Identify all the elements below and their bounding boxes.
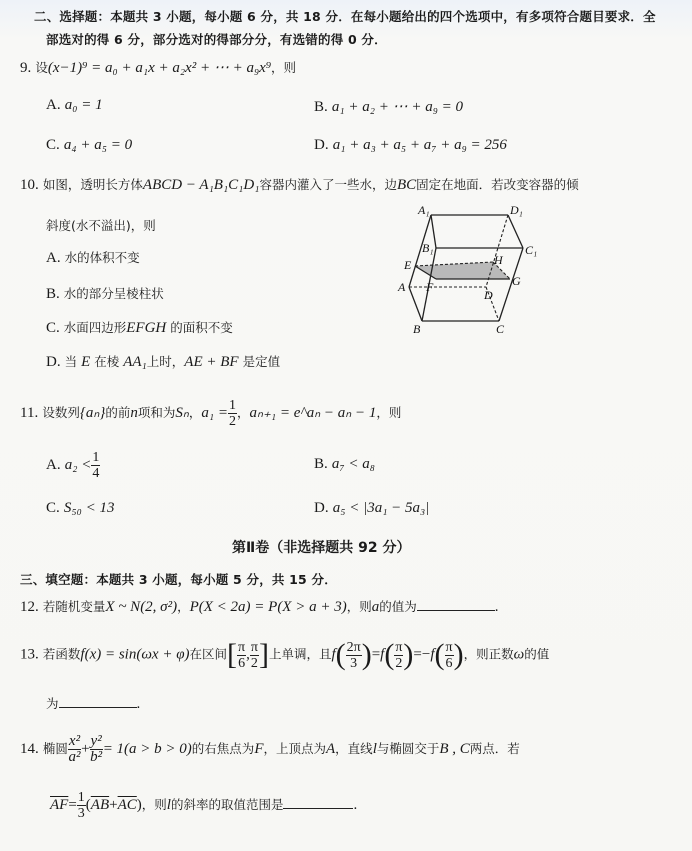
question-9	[20, 58, 296, 77]
option-label: D.	[46, 354, 61, 370]
cuboid-figure	[380, 195, 560, 340]
option-label: A.	[46, 457, 61, 473]
q12-number: 12.	[20, 599, 39, 615]
separator: ，	[177, 599, 190, 614]
option-text: a₅ < |3a₁ − 5a₃|	[332, 500, 430, 516]
option-text: S₅₀ < 13	[63, 500, 115, 516]
numerator: 1	[77, 790, 85, 805]
period: .	[353, 797, 358, 813]
denominator: 3	[77, 806, 85, 821]
numerator: 1	[228, 398, 236, 413]
vector-AB: $\overline{AB}$	[90, 797, 110, 813]
option-text: 水的体积不变	[64, 250, 140, 265]
q11-math: {aₙ}	[79, 405, 106, 421]
period: .	[136, 696, 141, 712]
q13-stem-text: 若函数	[42, 646, 81, 662]
label-C1: C₁	[525, 243, 538, 257]
q10-stem-math: BC	[396, 177, 417, 193]
numerator: π	[395, 639, 403, 655]
part2-title: 第Ⅱ卷（非选择题共 92 分）	[232, 540, 411, 556]
q13-stem-text: 的值	[524, 646, 550, 662]
q10-option-c	[46, 318, 233, 337]
option-text: 在棱	[94, 354, 120, 369]
q11-stem-text: 项和为	[137, 405, 176, 420]
q11-stem-text: ，则	[376, 405, 402, 420]
option-label: A.	[46, 97, 61, 113]
q14-line2: $\overline{AF}=$ $\frac{1}{3}$ $(\overline{AB}+\overline{AC})$，则l的斜率的取值范围是 .	[50, 790, 358, 821]
numerator: π	[250, 639, 258, 655]
question-12	[20, 597, 499, 616]
question-11: 11. 设数列{aₙ}的前n项和为Sₙ，a₁ = $\frac{1}{2}$ ，aₙ₊₁ = e^aₙ − aₙ − 1，则	[20, 398, 402, 429]
option-text: 当	[64, 354, 78, 369]
denominator: 2	[395, 655, 403, 671]
question-13: 13. 若函数f(x) = sin(ωx + φ)在区间[ $\frac{\pi}{6}$ , $\frac{\pi}{2}$ ]上单调，且f( $\frac{2\pi}{3}$ )=f( $\frac{\pi}{2}$ )=−f( $\frac{\pi}{6}$ )，则正数ω的值	[20, 638, 550, 671]
q10-stem-math: ABCD − A₁B₁C₁D₁	[142, 177, 260, 193]
label-A: A	[398, 280, 406, 294]
question-14: 14. 椭圆 $\frac{\text{x²}}{\text{a²}}$ + $\frac{\text{y²}}{\text{b²}}$ = 1(a > b > 0)的右焦点为F，上顶点为A，直线l与椭圆交于B , C两点．若	[20, 733, 520, 765]
q14-math: l	[372, 741, 377, 757]
label-H: H	[494, 253, 503, 267]
label-D: D	[484, 288, 493, 302]
q11-a1-fraction	[228, 398, 237, 429]
q10-stem-text: 容器内灌入了一些水，边	[259, 177, 397, 192]
q10-stem-line2: 斜度(水不溢出)，则	[46, 218, 156, 233]
q14-math: = 1(a > b > 0)	[102, 741, 192, 757]
option-text: a₁ + a₂ + ⋯ + a₉ = 0	[331, 99, 464, 115]
label-B1: B₁	[422, 241, 434, 255]
q9-number: 9.	[20, 60, 32, 76]
numerator: π	[238, 639, 246, 655]
q12-math: X ~ N(2, σ²)	[105, 599, 178, 615]
q14-stem-text: ，则	[141, 797, 167, 812]
option-text: a₂ <	[64, 457, 92, 473]
q12-answer-blank[interactable]	[417, 598, 495, 611]
q11-option-a	[46, 450, 100, 481]
q12-math: P(X < 2a) = P(X > a + 3)	[189, 599, 347, 615]
option-text: 水面四边形	[63, 320, 127, 335]
q11-stem-text: 设数列	[42, 405, 80, 420]
option-math: AA₁	[123, 354, 147, 370]
left-bracket: [	[227, 638, 238, 671]
q14-stem-text: ，上顶点为	[263, 741, 326, 756]
option-label: D.	[314, 500, 329, 516]
option-text: a₇ < a₈	[331, 456, 375, 472]
denominator: a²	[68, 749, 81, 765]
option-text: 的面积不变	[166, 320, 233, 335]
denominator: 6	[238, 655, 246, 671]
q11-math: Sₙ	[175, 405, 189, 421]
denominator: 4	[92, 466, 100, 481]
q10-number: 10.	[20, 177, 39, 193]
numerator: 2π	[346, 639, 361, 655]
option-fraction	[91, 450, 100, 481]
option-label: B.	[314, 99, 328, 115]
q11-option-d	[314, 500, 429, 517]
fraction	[250, 640, 259, 671]
q14-math: F	[254, 741, 264, 757]
fraction	[445, 640, 454, 671]
option-label: B.	[314, 456, 328, 472]
q14-math: A	[326, 741, 336, 757]
section2-header-line2: 部选对的得 6 分，部分选对的得部分分，有选错的得 0 分．	[46, 32, 387, 47]
q9-stem-prefix: 设	[35, 60, 48, 75]
q10-stem-text: 固定在地面．若改变容器的倾	[416, 177, 579, 192]
option-label: C.	[46, 500, 60, 516]
denominator: 2	[228, 414, 236, 429]
q9-option-b	[314, 97, 463, 116]
q10-option-d	[46, 352, 280, 371]
q13-stem-text: ，则正数	[463, 646, 514, 662]
q13-answer-blank[interactable]	[59, 695, 137, 708]
q9-stem-suffix: ，则	[271, 60, 297, 75]
option-label: C.	[46, 320, 60, 336]
q11-option-c	[46, 500, 114, 517]
denominator: 6	[445, 655, 453, 671]
option-text: a₁ + a₃ + a₅ + a₇ + a₉ = 256	[332, 137, 507, 153]
q14-stem-text: 与椭圆交于	[376, 741, 440, 756]
fraction	[77, 790, 86, 821]
option-math: AE + BF	[184, 354, 239, 370]
label-G: G	[512, 274, 521, 288]
q12-stem-text: 若随机变量	[42, 599, 106, 614]
q11-option-b	[314, 456, 375, 473]
section2-header-line1: 二、选择题：本题共 3 小题，每小题 6 分，共 18 分．在每小题给出的四个选项中，有多项符合题目要求．全	[34, 9, 656, 24]
q14-math: B , C	[439, 741, 470, 757]
option-text: 是定值	[242, 354, 281, 369]
section3-header: 三、填空题：本题共 3 小题，每小题 5 分，共 15 分．	[20, 572, 337, 587]
q14-stem-text: 的右焦点为	[191, 741, 255, 756]
q11-math: aₙ₊₁ = e^aₙ − aₙ − 1	[249, 405, 377, 421]
q13-stem-text: 为	[46, 696, 59, 711]
q12-stem-text: ，则	[346, 599, 372, 614]
fraction	[90, 734, 103, 765]
q14-stem-text: 两点．若	[469, 741, 520, 756]
q11-number: 11.	[20, 405, 39, 421]
vector-AF: $\overline{AF}$	[50, 797, 69, 813]
option-math: E	[81, 354, 91, 370]
q10-stem-text: 如图，透明长方体	[42, 177, 143, 192]
right-bracket: ]	[258, 638, 269, 671]
option-label: A.	[46, 250, 61, 266]
denominator: 2	[250, 655, 258, 671]
q11-math: n	[130, 405, 138, 421]
option-label: B.	[46, 286, 60, 302]
option-text: a₀ = 1	[64, 97, 103, 113]
q13-stem-text: 上单调，且	[268, 646, 332, 662]
q13-math: f(x) = sin(ωx + φ)	[80, 646, 190, 663]
q9-stem-math: (x−1)⁹ = a₀ + a₁x + a₂x² + ⋯ + a₉x⁹	[47, 60, 272, 76]
q11-math: a₁ =	[201, 405, 228, 421]
q11-stem-text: 的前	[105, 405, 131, 420]
numerator: y²	[90, 733, 102, 749]
numerator: x²	[68, 733, 81, 749]
label-E: E	[404, 258, 412, 272]
label-F: F	[426, 280, 434, 294]
question-10	[20, 175, 579, 194]
numerator: 1	[92, 450, 100, 465]
q12-stem-text: 的值为	[379, 599, 417, 614]
numerator: π	[445, 639, 453, 655]
q14-answer-blank[interactable]	[283, 796, 353, 809]
q12-math: a	[371, 599, 380, 615]
option-text: a₄ + a₅ = 0	[63, 137, 133, 153]
q14-number: 14.	[20, 741, 39, 757]
option-text: 水的部分呈棱柱状	[63, 286, 164, 301]
option-math: EFGH	[126, 320, 167, 336]
q13-number: 13.	[20, 646, 39, 663]
q14-stem-text: ，直线	[335, 741, 373, 756]
q13-line2	[46, 694, 140, 713]
fraction	[237, 640, 246, 671]
q10-option-b	[46, 284, 164, 303]
label-B: B	[413, 322, 421, 336]
label-A1: A₁	[418, 203, 430, 217]
q9-option-a	[46, 97, 103, 114]
label-D1: D₁	[510, 203, 523, 217]
q9-option-c	[46, 137, 132, 154]
q9-option-d	[314, 137, 507, 154]
q14-math: l	[166, 797, 171, 813]
vector-AC: $\overline{AC}$	[117, 797, 137, 813]
fraction	[68, 734, 81, 765]
label-C: C	[496, 322, 505, 336]
option-label: C.	[46, 137, 60, 153]
q13-math: ω	[513, 646, 525, 663]
q13-stem-text: 在区间	[189, 646, 228, 662]
period: .	[494, 599, 499, 615]
option-text: 上时，	[146, 354, 185, 369]
option-label: D.	[314, 137, 329, 153]
fraction	[346, 640, 362, 671]
q10-option-a	[46, 248, 140, 267]
denominator: b²	[90, 749, 103, 765]
denominator: 3	[350, 655, 358, 671]
q14-stem-text: 的斜率的取值范围是	[170, 797, 284, 812]
q14-stem-text: 椭圆	[42, 741, 68, 756]
